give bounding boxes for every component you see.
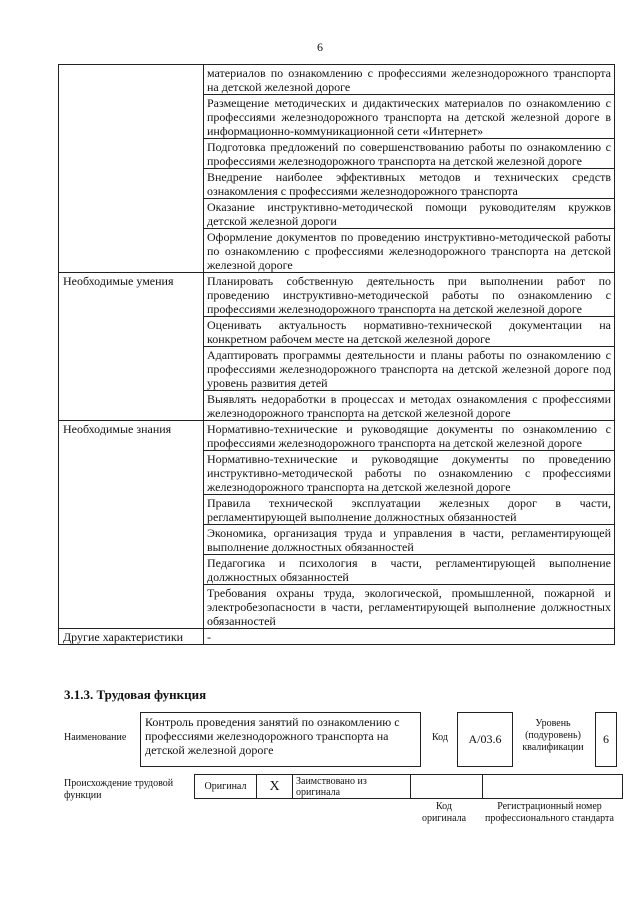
row-text: материалов по ознакомлению с профессиями железнодорожного транспорта на детской железной дороге	[204, 65, 615, 95]
table-row	[59, 65, 615, 95]
row-text: Адаптировать программы деятельности и планы работы по ознакомлению с профессиями железнодорожного транспорта на детской железной дороге под уровень развития детей	[204, 347, 615, 391]
name-label: Наименование	[64, 732, 127, 743]
table-row	[59, 273, 615, 317]
row-text: Выявлять недоработки в процессах и методах ознакомления с профессиями железнодорожного транспорта на детской железной дороге	[204, 391, 615, 421]
code-label: Код	[432, 732, 448, 743]
origin-row	[194, 774, 623, 799]
row-category: Другие характеристики	[59, 629, 204, 645]
page-number: 6	[317, 40, 323, 54]
row-text: Оценивать актуальность нормативно-технической документации на конкретном рабочем месте на детской железной дороге	[204, 317, 615, 347]
row-text: Нормативно-технические и руководящие документы по ознакомлению с профессиями железнодорожного транспорта на детской железной дороге	[204, 421, 615, 451]
code-original-label: Код оригинала	[421, 801, 467, 824]
reg-number-label: Регистрационный номер профессионального стандарта	[485, 801, 614, 824]
row-category	[59, 65, 204, 273]
row-text: Планировать собственную деятельность при выполнении работ по проведению инструктивно-методической работы по ознакомлению с профессиями железнодорожного транспорта на детской железной дороге	[204, 273, 615, 317]
function-name-box: Контроль проведения занятий по ознакомлению с профессиями железнодорожного транспорта на детской железной дороге	[140, 712, 421, 767]
section-title: 3.1.3. Трудовая функция	[64, 687, 207, 702]
origin-label: Происхождение трудовой функции	[64, 778, 174, 801]
row-text: Подготовка предложений по совершенствованию работы по ознакомлению с профессиями железнодорожного транспорта на детской железной дороге	[204, 139, 615, 169]
reg-number-cell	[483, 775, 622, 798]
table-row	[59, 421, 615, 451]
row-text: Требования охраны труда, экологической, промышленной, пожарной и электробезопасности в части, регламентирующей выполнение должностных обязанностей	[204, 585, 615, 629]
row-category: Необходимые умения	[59, 273, 204, 421]
row-text: Экономика, организация труда и управления в части, регламентирующей выполнение должностных обязанностей	[204, 525, 615, 555]
row-text: Размещение методических и дидактических материалов по ознакомлению с профессиями железнодорожного транспорта на детской железной дороге в информационно-коммуникационной сети «Интернет»	[204, 95, 615, 139]
level-value: 6	[595, 712, 617, 767]
row-category: Необходимые знания	[59, 421, 204, 629]
original-mark: X	[257, 775, 293, 798]
row-text: Оказание инструктивно-методической помощи руководителям кружков детской железной дороги	[204, 199, 615, 229]
row-text: Правила технической эксплуатации железных дорог в части, регламентирующей выполнение должностных обязанностей	[204, 495, 615, 525]
row-text: -	[204, 629, 615, 645]
row-text: Педагогика и психология в части, регламентирующей выполнение должностных обязанностей	[204, 555, 615, 585]
table-row	[59, 629, 615, 645]
row-text: Нормативно-технические и руководящие документы по проведению инструктивно-методической работы по ознакомлению с профессиями железнодорожного транспорта на детской железной дороге	[204, 451, 615, 495]
original-code-cell	[411, 775, 483, 798]
original-label: Оригинал	[195, 775, 257, 798]
code-value: A/03.6	[457, 712, 513, 767]
borrowed-label: Заимствовано из оригинала	[293, 775, 411, 798]
labor-function-table	[58, 64, 615, 645]
level-label: Уровень (подуровень) квалификации	[522, 718, 584, 753]
row-text: Оформление документов по проведению инструктивно-методической работы по ознакомлению с профессиями железнодорожного транспорта на детской железной дороге	[204, 229, 615, 273]
row-text: Внедрение наиболее эффективных методов и технических средств ознакомления с профессиями железнодорожного транспорта	[204, 169, 615, 199]
